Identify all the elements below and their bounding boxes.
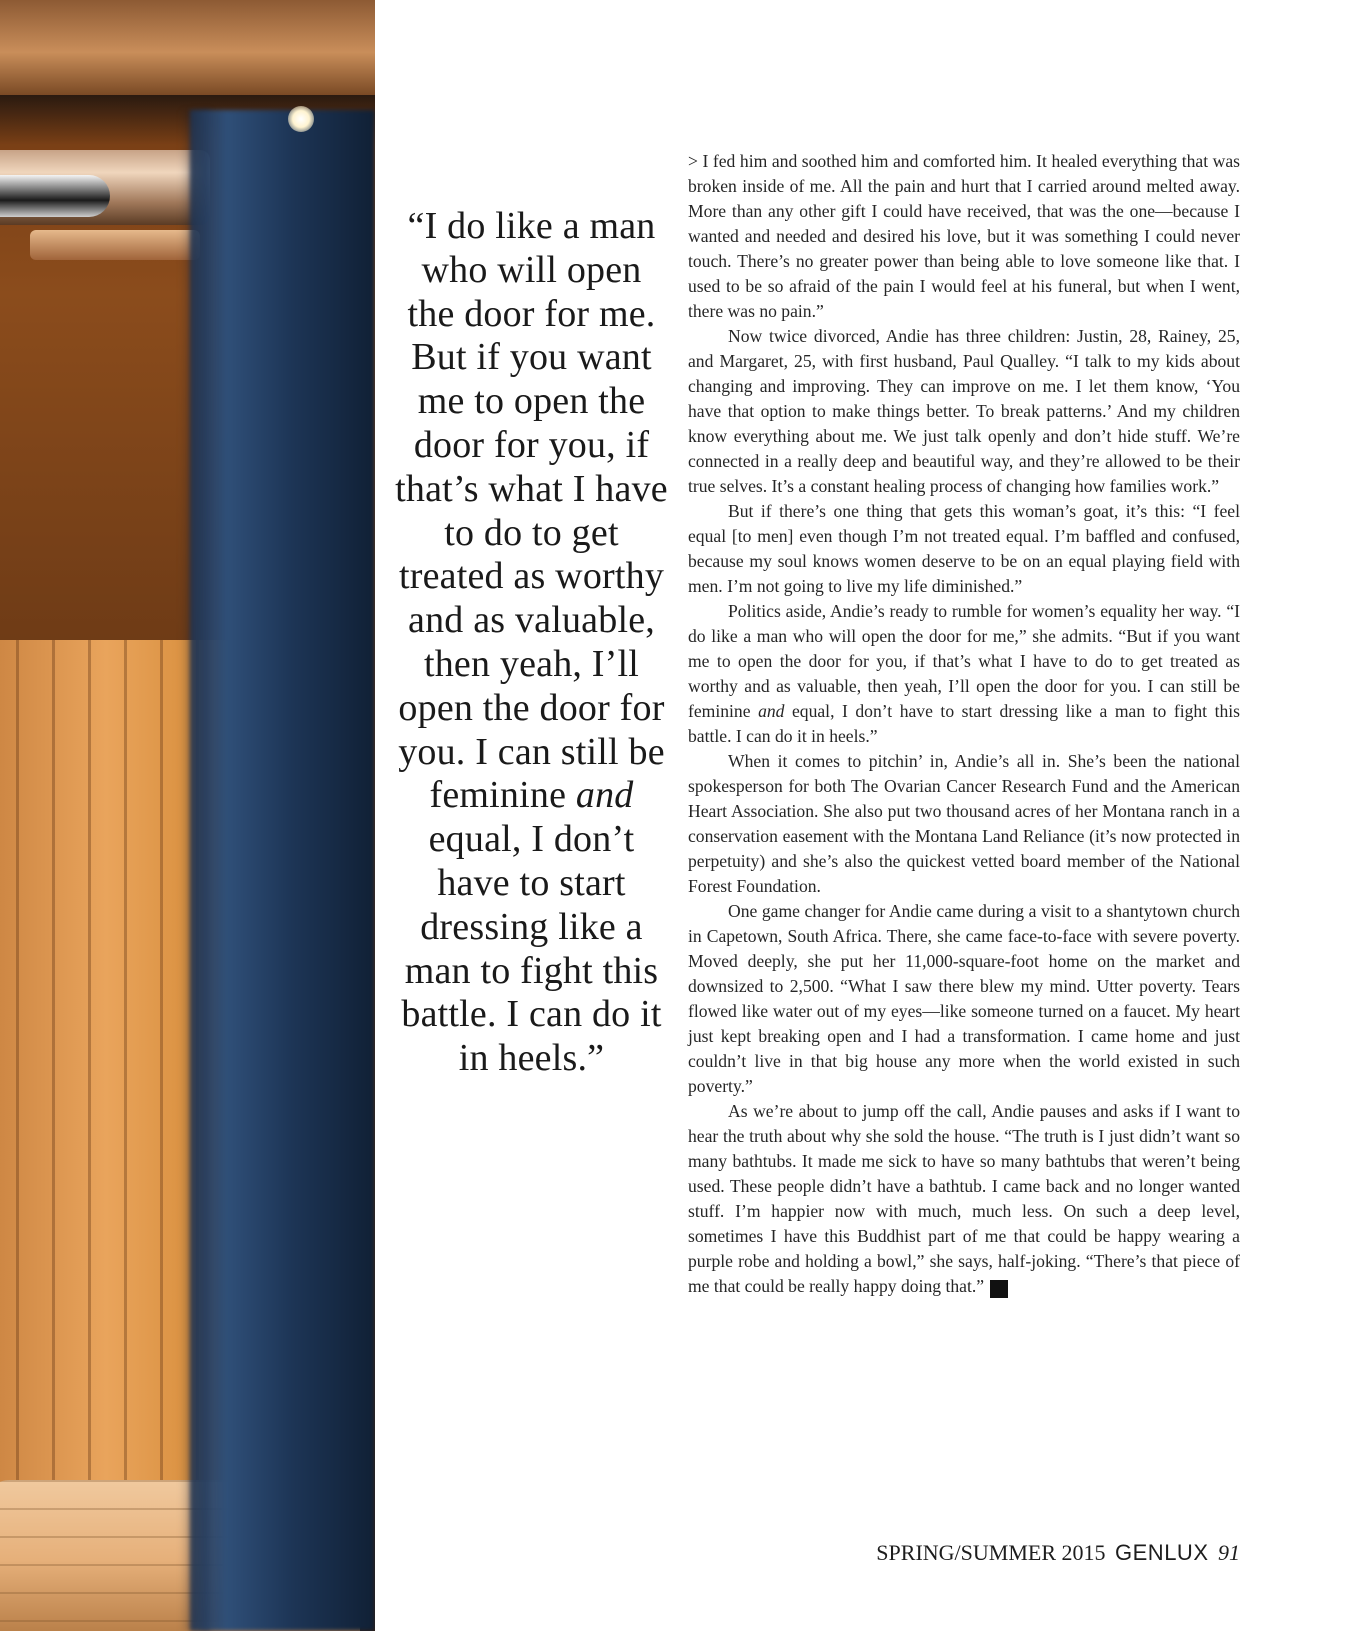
article-paragraph-politics bbox=[688, 599, 1240, 749]
photo-chrome-fitting bbox=[0, 175, 110, 217]
article-paragraph: When it comes to pitchin’ in, Andie’s all in. She’s been the national spokesperson for both The Ovarian Cancer Research Fund and the American Heart Association. She also put two thousand acres of her Montana ranch in a conservation easement with the Montana Land Reliance (it’s now protected in perpetuity) and she’s also the quickest vetted board member of the National Forest Foundation. bbox=[688, 751, 1240, 896]
photo-blue-curtain bbox=[190, 110, 375, 1631]
page-footer bbox=[876, 1540, 1240, 1566]
article-paragraph: > I fed him and soothed him and comforted him. It healed everything that was broken inside of me. All the pain and hurt that I carried around melted away. More than any other gift I could have received, that was the one—because I wanted and needed and desired his love, but it was something I could never touch. There’s no greater power than being able to love someone like that. I used to be so afraid of the pain I would feel at his funeral, but when I went, there was no pain.” bbox=[688, 151, 1240, 321]
pull-quote-text-start: “I do like a man who will open the door for me. But if you want me to open the door for you, if that’s what I have to do to get treated as worthy and as valuable, then yeah, I’ll open the door for you. I can still be feminine bbox=[395, 205, 668, 817]
article-paragraph: But if there’s one thing that gets this woman’s goat, it’s this: “I feel equal [to men] even though I’m not treated equal. I’m baffled and confused, because my soul knows women deserve to be on an equal playing field with men. I’m not going to live my life diminished.” bbox=[688, 501, 1240, 596]
politics-text-start: Politics aside, Andie’s ready to rumble for women’s equality her way. “I do like a man who will open the door for me,” she admits. “But if you want me to open the door for you, if that’s what I have to do to get treated as worthy and as valuable, then yeah, I’ll open the door for you. I can still be feminine bbox=[688, 601, 1240, 721]
pull-quote-italic-word: and bbox=[575, 774, 634, 817]
last-paragraph-text: As we’re about to jump off the call, Andie pauses and asks if I want to hear the truth about why she sold the house. “The truth is I just didn’t want so many bathtubs. It made me sick to have so many bathtubs that weren’t being used. These people didn’t have a bathtub. I came back and no longer wanted stuff. I’m happier now with much, much less. On such a deep level, sometimes I have this Buddhist part of me that could be happy wearing a purple robe and holding a bowl,” she says, half-joking. “There’s that piece of me that could be really happy doing that.” bbox=[688, 1101, 1240, 1296]
politics-text-end: equal, I don’t have to start dressing like a man to fight this battle. I can do it in heels.” bbox=[688, 701, 1241, 746]
pull-quote-text-end: equal, I don’t have to start dressing like a man to fight this battle. I can do it in heels.” bbox=[401, 818, 662, 1080]
article-paragraph-last bbox=[688, 1099, 1240, 1299]
pull-quote bbox=[395, 205, 668, 1081]
photo-ceiling bbox=[0, 0, 375, 95]
photo-handle-strap bbox=[30, 230, 200, 260]
footer-brand: GENLUX bbox=[1115, 1540, 1209, 1565]
car-interior-photo bbox=[0, 0, 375, 1631]
article-body bbox=[688, 149, 1240, 1299]
footer-page-number: 91 bbox=[1218, 1540, 1240, 1565]
article-paragraph: One game changer for Andie came during a visit to a shantytown church in Capetown, South Africa. There, she came face-to-face with severe poverty. Moved deeply, she put her 11,000-square-foot home on the market and downsized to 2,500. “What I saw there blew my mind. Utter poverty. Tears flowed like water out of my eyes—like someone turned on a faucet. My heart just kept breaking open and I had a transformation. I came home and just couldn’t live in that big house any more when the world existed in such poverty.” bbox=[688, 901, 1240, 1096]
politics-italic-word: and bbox=[758, 701, 785, 721]
end-mark-icon: G bbox=[990, 1280, 1008, 1298]
photo-light-spot bbox=[288, 106, 314, 132]
footer-issue: SPRING/SUMMER 2015 bbox=[876, 1540, 1106, 1565]
article-paragraph: Now twice divorced, Andie has three children: Justin, 28, Rainey, 25, and Margaret, 25, with first husband, Paul Qualley. “I talk to my kids about changing and improving. They can improve on me. I let them know, ‘You have that option to make things better. To break patterns.’ And my children know everything about me. We just talk openly and don’t hide stuff. We’re connected in a really deep and beautiful way, and they’re allowed to be their true selves. It’s a constant healing process of changing how families work.” bbox=[688, 326, 1240, 496]
